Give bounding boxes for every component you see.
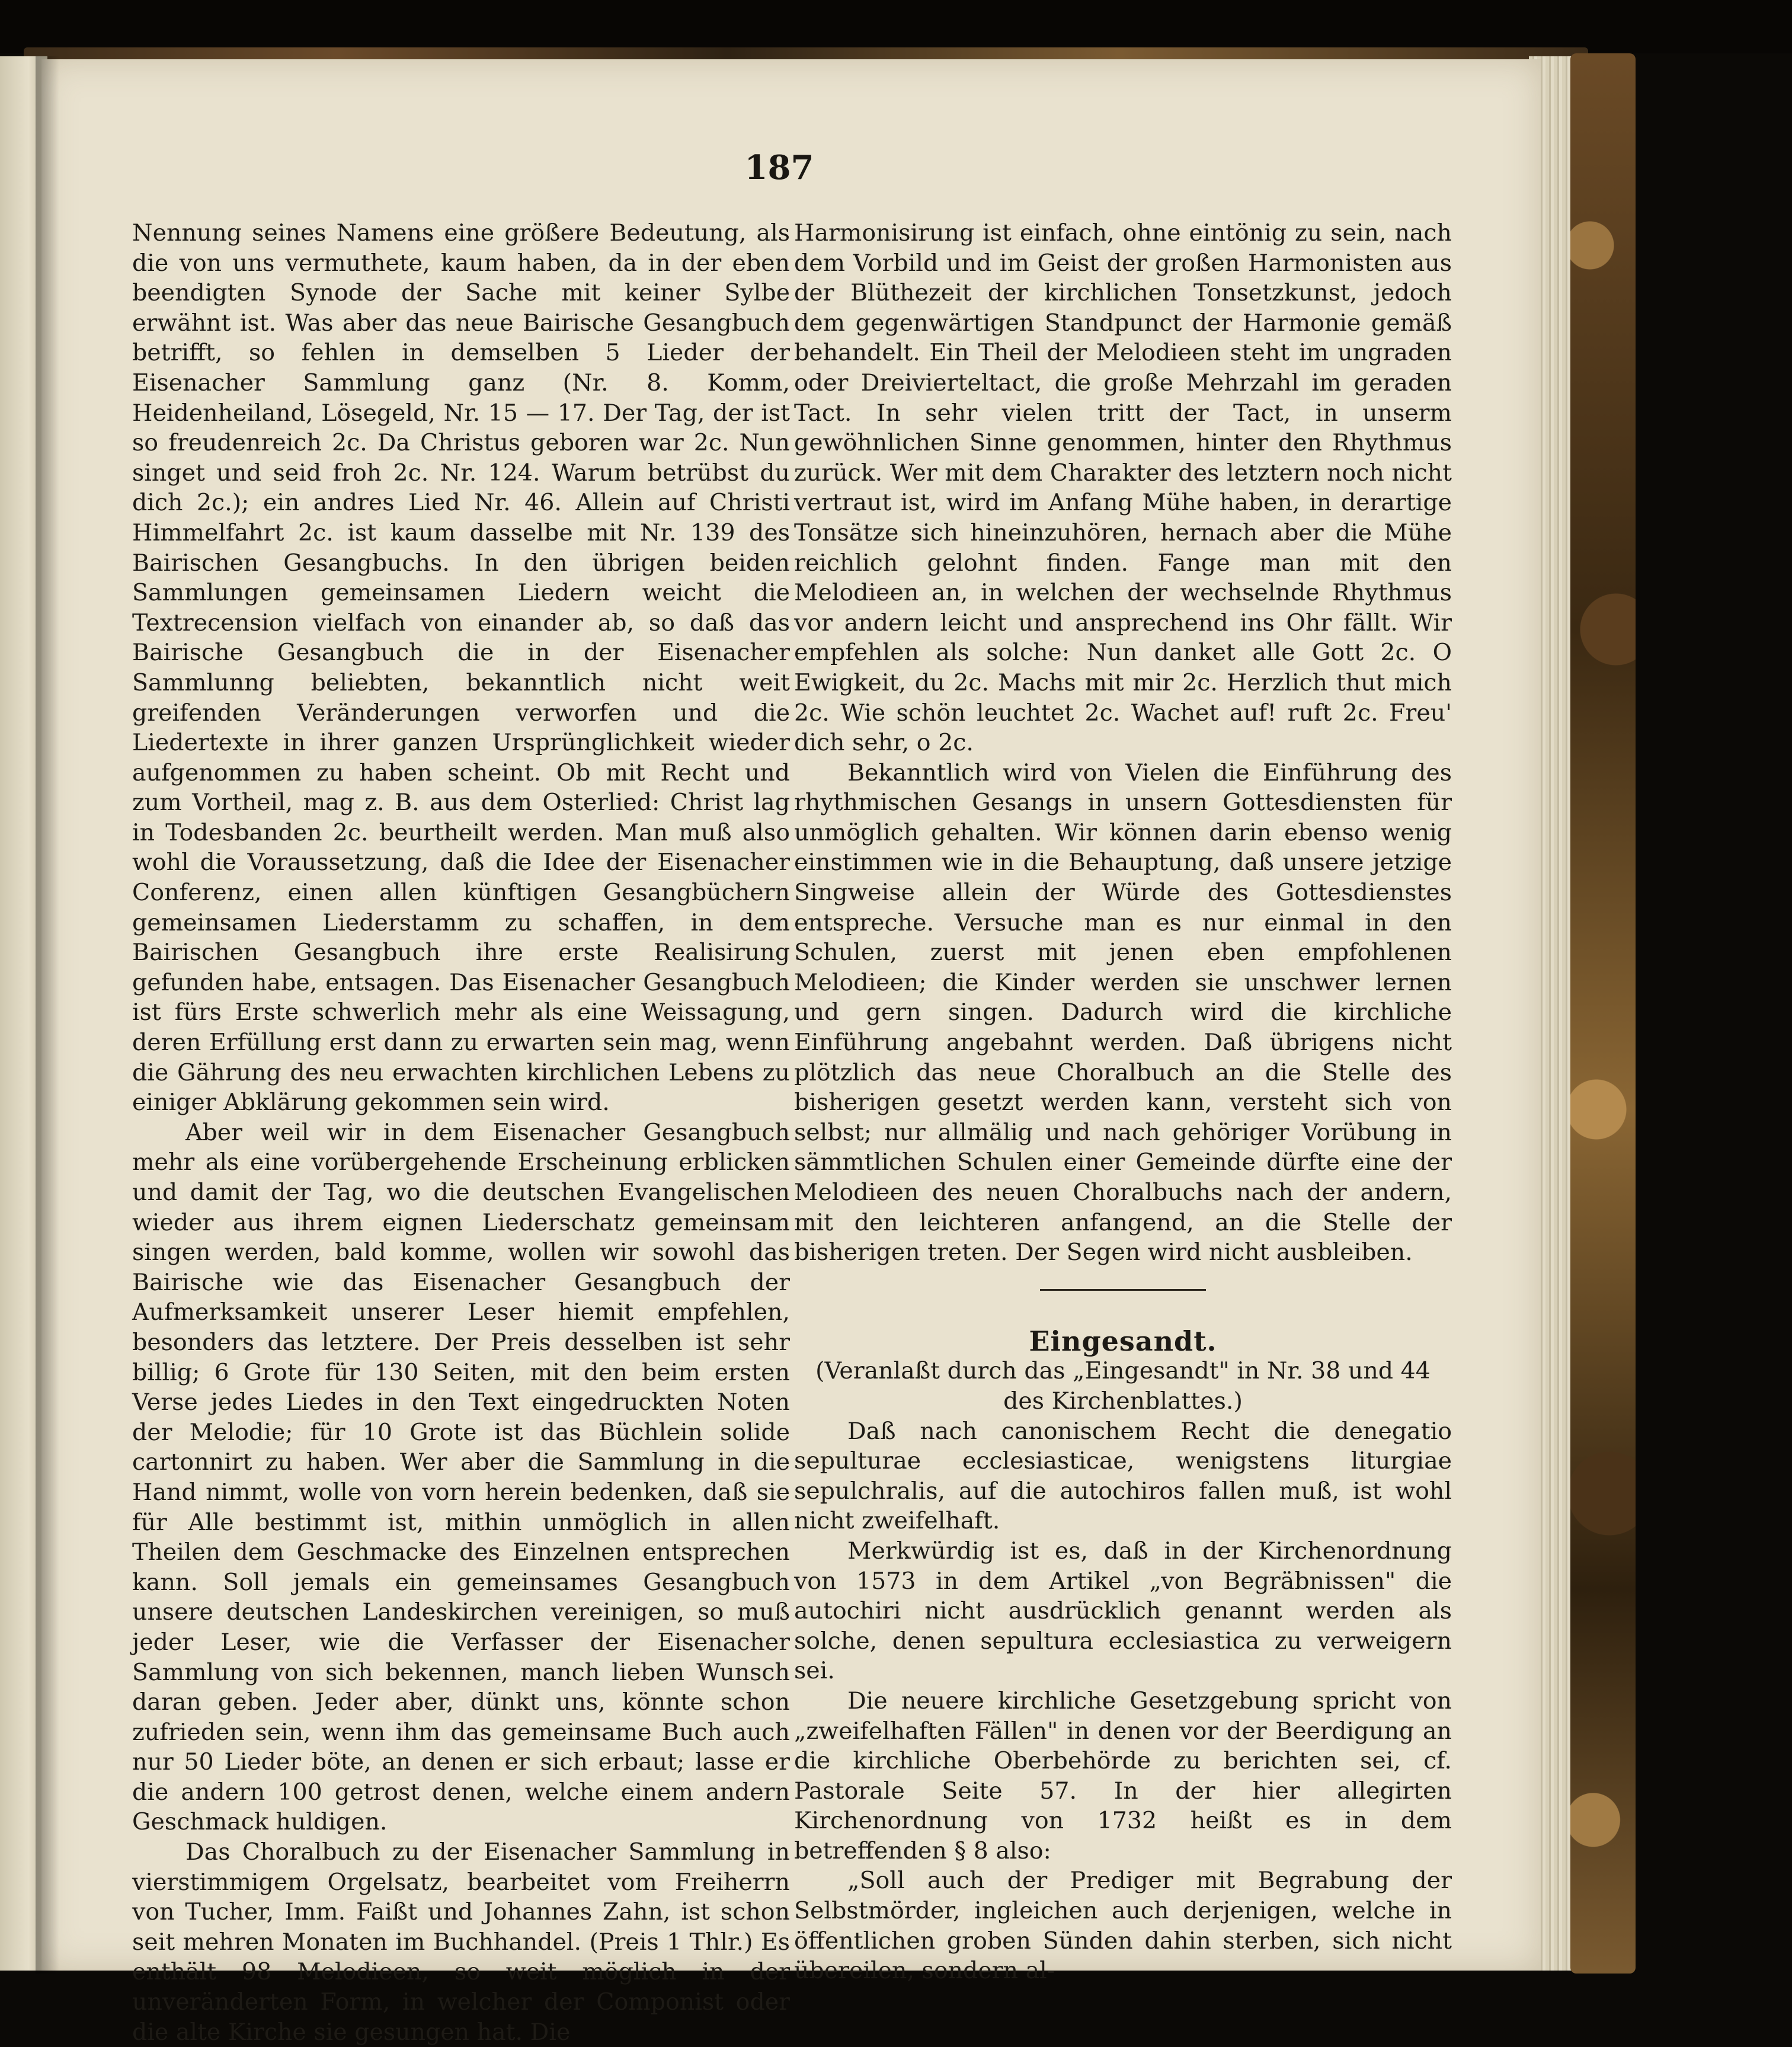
right-text-column — [794, 218, 1452, 1986]
right-paragraph-2: Bekanntlich wird von Vielen die Einführung des rhythmischen Gesangs in unsern Gottesdiensten für unmöglich gehalten. Wir können darin ebenso wenig einstimmen wie in die Behauptung, daß unsere jetzige Singweise allein der Würde des Gottesdienstes entspreche. Versuche man es nur einmal in den Schulen, zuerst mit jenen eben empfohlenen Melodieen; die Kinder werden sie unschwer lernen und gern singen. Dadurch wird die kirchliche Einführung angebahnt werden. Daß übrigens nicht plötzlich das neue Choralbuch an die Stelle des bisherigen gesetzt werden kann, versteht sich von selbst; nur allmälig und nach gehöriger Vorübung in sämmtlichen Schulen einer Gemeinde dürfte eine der Melodieen des neuen Choralbuchs nach der andern, mit den leichteren anfangend, an die Stelle der bisherigen treten. Der Segen wird nicht ausbleiben. — [794, 759, 1452, 1266]
left-paragraph-3: Das Choralbuch zu der Eisenacher Sammlung in vierstimmigem Orgelsatz, bearbeitet vom Freiherrn von Tucher, Imm. Faißt und Johannes Zahn, ist schon seit mehren Monaten im Buchhandel. (Preis 1 Thlr.) Es enthält 98 Melodieen, so weit möglich in der unveränderten Form, in welcher der Componist oder die alte Kirche sie gesungen hat. Die — [132, 1838, 790, 2046]
section-divider — [1040, 1289, 1206, 1291]
article-subheading: (Veranlaßt durch das „Eingesandt" in Nr. 38 und 44 des Kirchenblattes.) — [815, 1357, 1431, 1415]
page-number: 187 — [744, 148, 814, 187]
article-paragraph-3: Die neuere kirchliche Gesetzgebung spricht von „zweifelhaften Fällen" in denen vor der Beerdigung an die kirchliche Oberbehörde zu berichten sei, cf. Pastorale Seite 57. In der hier allegirten Kirchenordnung von 1732 heißt es in dem betreffenden § 8 also: — [794, 1687, 1452, 1864]
left-paragraph-2: Aber weil wir in dem Eisenacher Gesangbuch mehr als eine vorübergehende Erscheinung erblicken und damit der Tag, wo die deutschen Evangelischen wieder aus ihrem eignen Liederschatz gemeinsam singen werden, bald komme, wollen wir sowohl das Bairische wie das Eisenacher Gesangbuch der Aufmerksamkeit unserer Leser hiemit empfehlen, besonders das letztere. Der Preis desselben ist sehr billig; 6 Grote für 130 Seiten, mit den beim ersten Verse jedes Liedes in den Text eingedruckten Noten der Melodie; für 10 Grote ist das Büchlein solide cartonnirt zu haben. Wer aber die Sammlung in die Hand nimmt, wolle von vorn herein bedenken, daß sie für Alle bestimmt ist, mithin unmöglich in allen Theilen dem Geschmacke des Einzelnen entsprechen kann. Soll jemals ein gemeinsames Gesangbuch unsere deutschen Landeskirchen vereinigen, so muß jeder Leser, wie die Verfasser der Eisenacher Sammlung von sich bekennen, manch lieben Wunsch daran geben. Jeder aber, dünkt uns, könnte schon zufrieden sein, wenn ihm das gemeinsame Buch auch nur 50 Lieder böte, an denen er sich erbaut; lasse er die andern 100 getrost denen, welche einem andern Geschmack huldigen. — [132, 1118, 790, 1836]
article-heading: Eingesandt. — [1029, 1325, 1217, 1357]
article-paragraph-2: Merkwürdig ist es, daß in der Kirchenordnung von 1573 in dem Artikel „von Begräbnissen" die autochiri nicht ausdrücklich genannt werden als solche, denen sepultura ecclesiastica zu verweigern sei. — [794, 1537, 1452, 1685]
gutter-shadow — [36, 56, 59, 1974]
left-text-column — [132, 218, 790, 2047]
article-paragraph-1: Daß nach canonischem Recht die denegatio sepulturae ecclesiasticae, wenigstens liturgiae sepulchralis, auf die autochiros fallen muß, ist wohl nicht zweifelhaft. — [794, 1417, 1452, 1535]
marbled-book-cover — [1570, 53, 1636, 1974]
background-top — [0, 0, 1792, 53]
article-quote: „Soll auch der Prediger mit Begrabung der Selbstmörder, ingleichen auch derjenigen, welche in öffentlichen groben Sünden dahin sterben, sich nicht übereilen, sondern al- — [794, 1867, 1452, 1985]
right-paragraph-1: Harmonisirung ist einfach, ohne eintönig zu sein, nach dem Vorbild und im Geist der großen Harmonisten aus der Blüthezeit der kirchlichen Tonsetzkunst, jedoch dem gegenwärtigen Standpunct der Harmonie gemäß behandelt. Ein Theil der Melodieen steht im ungraden oder Dreivierteltact, die große Mehrzahl im geraden Tact. In sehr vielen tritt der Tact, in unserm gewöhnlichen Sinne genommen, hinter den Rhythmus zurück. Wer mit dem Charakter des letztern noch nicht vertraut ist, wird im Anfang Mühe haben, in derartige Tonsätze sich hineinzuhören, hernach aber die Mühe reichlich gelohnt finden. Fange man mit den Melodieen an, in welchen der wechselnde Rhythmus vor andern leicht und ansprechend ins Ohr fällt. Wir empfehlen als solche: Nun danket alle Gott 2c. O Ewigkeit, du 2c. Machs mit mir 2c. Herzlich thut mich 2c. Wie schön leuchtet 2c. Wachet auf! ruft 2c. Freu' dich sehr, o 2c. — [794, 219, 1452, 757]
left-paragraph-1: Nennung seines Namens eine größere Bedeutung, als die von uns vermuthete, kaum haben, da in der eben beendigten Synode der Sache mit keiner Sylbe erwähnt ist. Was aber das neue Bairische Gesangbuch betrifft, so fehlen in demselben 5 Lieder der Eisenacher Sammlung ganz (Nr. 8. Komm, Heidenheiland, Lösegeld, Nr. 15 — 17. Der Tag, der ist so freudenreich 2c. Da Christus geboren war 2c. Nun singet und seid froh 2c. Nr. 124. Warum betrübst du dich 2c.); ein andres Lied Nr. 46. Allein auf Christi Himmelfahrt 2c. ist kaum dasselbe mit Nr. 139 des Bairischen Gesangbuchs. In den übrigen beiden Sammlungen gemeinsamen Liedern weicht die Textrecension vielfach von einander ab, so daß das Bairische Gesangbuch die in der Eisenacher Sammlunng beliebten, bekanntlich nicht weit greifenden Veränderungen verworfen und die Liedertexte in ihrer ganzen Ursprünglichkeit wieder aufgenommen zu haben scheint. Ob mit Recht und zum Vortheil, mag z. B. aus dem Osterlied: Christ lag in Todesbanden 2c. beurtheilt werden. Man muß also wohl die Voraussetzung, daß die Idee der Eisenacher Conferenz, einen allen künftigen Gesangbüchern gemeinsamen Liederstamm zu schaffen, in dem Bairischen Gesangbuch ihre erste Realisirung gefunden habe, entsagen. Das Eisenacher Gesangbuch ist fürs Erste schwerlich mehr als eine Weissagung, deren Erfüllung erst dann zu erwarten sein mag, wenn die Gährung des neu erwachten kirchlichen Lebens zu einiger Abklärung gekommen sein wird. — [132, 219, 790, 1117]
